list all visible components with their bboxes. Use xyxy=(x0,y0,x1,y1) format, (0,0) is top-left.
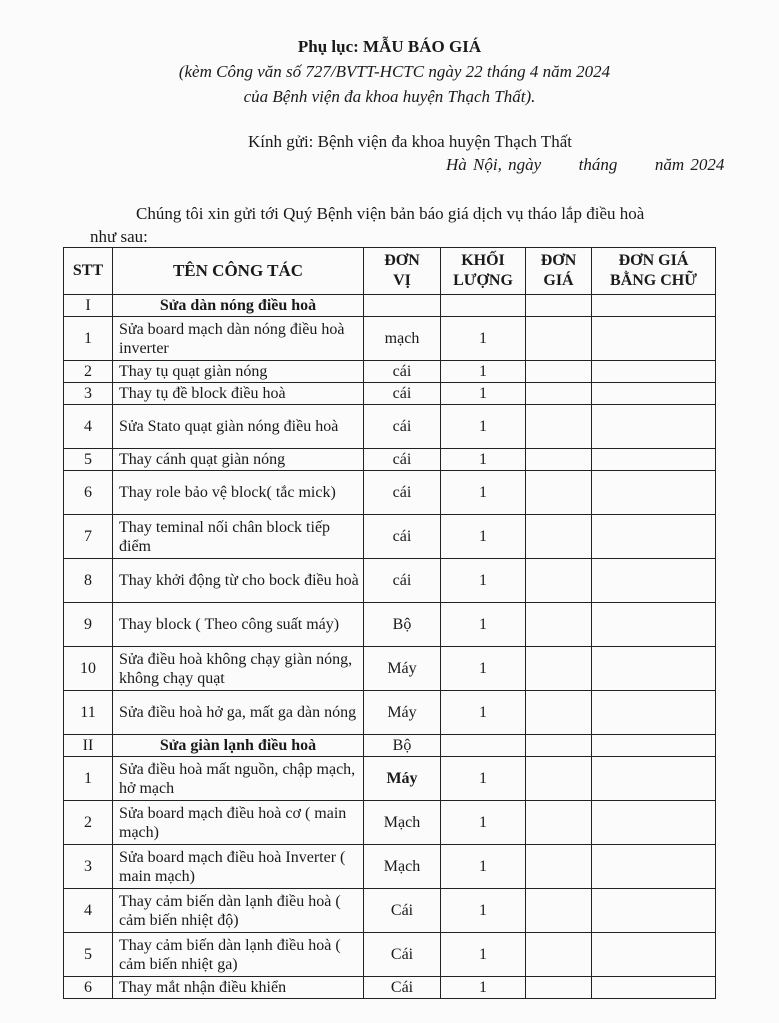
table-row xyxy=(64,405,716,449)
cell-stt: 11 xyxy=(64,691,113,735)
document-title: Phụ lục: MẪU BÁO GIÁ xyxy=(297,37,482,56)
table-row xyxy=(64,603,716,647)
cell-name: Sửa board mạch điều hoà Inverter ( main mạch) xyxy=(113,845,364,889)
cell-unit: Máy xyxy=(364,691,441,735)
cell-price-in-words xyxy=(592,691,716,735)
cell-unit-price xyxy=(526,889,592,933)
cell-price-in-words xyxy=(592,317,716,361)
cell-quantity: 1 xyxy=(441,471,526,515)
cell-unit: Bộ xyxy=(364,603,441,647)
cell-unit: Máy xyxy=(364,757,441,801)
cell-quantity: 1 xyxy=(441,559,526,603)
cell-stt: I xyxy=(64,295,113,317)
cell-name: Thay block ( Theo công suất máy) xyxy=(113,603,364,647)
table-row xyxy=(64,933,716,977)
date-year: năm 2024 xyxy=(654,155,725,174)
cell-stt: 5 xyxy=(64,933,113,977)
cell-quantity: 1 xyxy=(441,383,526,405)
cell-unit-price xyxy=(526,933,592,977)
cell-stt: 1 xyxy=(64,757,113,801)
date-line xyxy=(446,155,724,175)
cell-quantity: 1 xyxy=(441,317,526,361)
cell-quantity: 1 xyxy=(441,977,526,999)
cell-name: Thay tụ quạt giàn nóng xyxy=(113,361,364,383)
table-row xyxy=(64,317,716,361)
cell-name: Sửa Stato quạt giàn nóng điều hoà xyxy=(113,405,364,449)
cell-stt: 7 xyxy=(64,515,113,559)
cell-name: Thay cánh quạt giàn nóng xyxy=(113,449,364,471)
section-row xyxy=(64,735,716,757)
cell-unit: Mạch xyxy=(364,845,441,889)
cell-unit-price xyxy=(526,317,592,361)
cell-name: Thay cảm biến dàn lạnh điều hoà ( cảm biến nhiệt ga) xyxy=(113,933,364,977)
cell-stt: 2 xyxy=(64,801,113,845)
cell-unit-price xyxy=(526,757,592,801)
date-place: Hà Nội, ngày xyxy=(446,155,542,174)
date-month: tháng xyxy=(578,155,618,174)
cell-price-in-words xyxy=(592,559,716,603)
subtitle-line-1: (kèm Công văn số 727/BVTT-HCTC ngày 22 tháng 4 năm 2024 xyxy=(178,62,611,81)
cell-quantity: 1 xyxy=(441,603,526,647)
cell-unit-price xyxy=(526,647,592,691)
cell-quantity xyxy=(441,295,526,317)
cell-unit-price xyxy=(526,405,592,449)
subtitle-line-2: của Bệnh viện đa khoa huyện Thạch Thất). xyxy=(243,87,536,106)
table-row xyxy=(64,515,716,559)
cell-unit: cái xyxy=(364,559,441,603)
cell-unit: cái xyxy=(364,449,441,471)
table-row xyxy=(64,801,716,845)
header-price-in-words: ĐƠN GIÁ BẰNG CHỮ xyxy=(592,248,716,295)
cell-name: Thay mắt nhận điều khiển xyxy=(113,977,364,999)
cell-price-in-words xyxy=(592,977,716,999)
cell-unit-price xyxy=(526,295,592,317)
cell-stt: 8 xyxy=(64,559,113,603)
cell-price-in-words xyxy=(592,801,716,845)
header-name: TÊN CÔNG TÁC xyxy=(113,248,364,295)
cell-unit: Mạch xyxy=(364,801,441,845)
cell-quantity xyxy=(441,735,526,757)
cell-unit: Cái xyxy=(364,889,441,933)
cell-name: Thay tụ đề block điều hoà xyxy=(113,383,364,405)
cell-name: Sửa điều hoà mất nguồn, chập mạch, hở mạch xyxy=(113,757,364,801)
cell-name: Sửa điều hoà hở ga, mất ga dàn nóng xyxy=(113,691,364,735)
cell-price-in-words xyxy=(592,383,716,405)
table-row xyxy=(64,383,716,405)
cell-stt: 5 xyxy=(64,449,113,471)
cell-unit-price xyxy=(526,691,592,735)
cell-price-in-words xyxy=(592,735,716,757)
cell-quantity: 1 xyxy=(441,515,526,559)
cell-unit: Cái xyxy=(364,977,441,999)
cell-unit-price xyxy=(526,977,592,999)
cell-stt: 4 xyxy=(64,889,113,933)
cell-unit-price xyxy=(526,471,592,515)
cell-quantity: 1 xyxy=(441,647,526,691)
cell-price-in-words xyxy=(592,889,716,933)
quotation-table xyxy=(63,247,716,999)
cell-price-in-words xyxy=(592,295,716,317)
cell-price-in-words xyxy=(592,757,716,801)
cell-stt: 6 xyxy=(64,977,113,999)
cell-quantity: 1 xyxy=(441,757,526,801)
cell-unit: cái xyxy=(364,515,441,559)
cell-name: Sửa dàn nóng điều hoà xyxy=(113,295,364,317)
table-row xyxy=(64,845,716,889)
cell-name: Sửa giàn lạnh điều hoà xyxy=(113,735,364,757)
cell-stt: 4 xyxy=(64,405,113,449)
cell-stt: 3 xyxy=(64,383,113,405)
cell-quantity: 1 xyxy=(441,801,526,845)
cell-unit: mạch xyxy=(364,317,441,361)
section-row xyxy=(64,295,716,317)
cell-price-in-words xyxy=(592,933,716,977)
table-row xyxy=(64,977,716,999)
cell-unit-price xyxy=(526,735,592,757)
intro-line-2: như sau: xyxy=(90,227,148,246)
cell-stt: II xyxy=(64,735,113,757)
cell-price-in-words xyxy=(592,471,716,515)
cell-unit: Bộ xyxy=(364,735,441,757)
cell-unit-price xyxy=(526,801,592,845)
cell-quantity: 1 xyxy=(441,845,526,889)
cell-price-in-words xyxy=(592,603,716,647)
cell-stt: 2 xyxy=(64,361,113,383)
header-quantity: KHỐI LƯỢNG xyxy=(441,248,526,295)
cell-name: Sửa board mạch dàn nóng điều hoà inverter xyxy=(113,317,364,361)
cell-name: Thay teminal nối chân block tiếp điểm xyxy=(113,515,364,559)
cell-unit: cái xyxy=(364,405,441,449)
header-unit-price: ĐƠN GIÁ xyxy=(526,248,592,295)
table-body xyxy=(64,295,716,999)
cell-quantity: 1 xyxy=(441,691,526,735)
cell-stt: 10 xyxy=(64,647,113,691)
cell-name: Sửa board mạch điều hoà cơ ( main mạch) xyxy=(113,801,364,845)
cell-price-in-words xyxy=(592,405,716,449)
cell-name: Thay khởi động từ cho bock điều hoà xyxy=(113,559,364,603)
table-row xyxy=(64,757,716,801)
cell-unit: Cái xyxy=(364,933,441,977)
cell-stt: 6 xyxy=(64,471,113,515)
cell-price-in-words xyxy=(592,361,716,383)
cell-unit-price xyxy=(526,383,592,405)
cell-name: Thay cảm biến dàn lạnh điều hoà ( cảm biến nhiệt độ) xyxy=(113,889,364,933)
cell-quantity: 1 xyxy=(441,361,526,383)
cell-price-in-words xyxy=(592,515,716,559)
cell-name: Thay role bảo vệ block( tắc mick) xyxy=(113,471,364,515)
cell-unit-price xyxy=(526,603,592,647)
table-row xyxy=(64,647,716,691)
cell-quantity: 1 xyxy=(441,449,526,471)
cell-unit-price xyxy=(526,559,592,603)
table-header-row xyxy=(64,248,716,295)
cell-unit: cái xyxy=(364,383,441,405)
header-stt: STT xyxy=(64,248,113,295)
table-row xyxy=(64,559,716,603)
cell-price-in-words xyxy=(592,647,716,691)
cell-unit-price xyxy=(526,361,592,383)
cell-stt: 1 xyxy=(64,317,113,361)
table-row xyxy=(64,471,716,515)
cell-unit xyxy=(364,295,441,317)
header-unit: ĐƠN VỊ xyxy=(364,248,441,295)
table-row xyxy=(64,449,716,471)
cell-quantity: 1 xyxy=(441,889,526,933)
table-row xyxy=(64,691,716,735)
cell-price-in-words xyxy=(592,845,716,889)
cell-price-in-words xyxy=(592,449,716,471)
intro-line-1: Chúng tôi xin gửi tới Quý Bệnh viện bản báo giá dịch vụ tháo lắp điều hoà xyxy=(136,204,645,223)
cell-unit-price xyxy=(526,449,592,471)
cell-unit: Máy xyxy=(364,647,441,691)
cell-stt: 3 xyxy=(64,845,113,889)
cell-stt: 9 xyxy=(64,603,113,647)
cell-name: Sửa điều hoà không chạy giàn nóng, không chạy quạt xyxy=(113,647,364,691)
cell-quantity: 1 xyxy=(441,933,526,977)
cell-unit: cái xyxy=(364,471,441,515)
cell-unit: cái xyxy=(364,361,441,383)
table-row xyxy=(64,361,716,383)
cell-unit-price xyxy=(526,845,592,889)
cell-quantity: 1 xyxy=(441,405,526,449)
recipient-line: Kính gửi: Bệnh viện đa khoa huyện Thạch Thất xyxy=(248,132,572,151)
cell-unit-price xyxy=(526,515,592,559)
table-row xyxy=(64,889,716,933)
